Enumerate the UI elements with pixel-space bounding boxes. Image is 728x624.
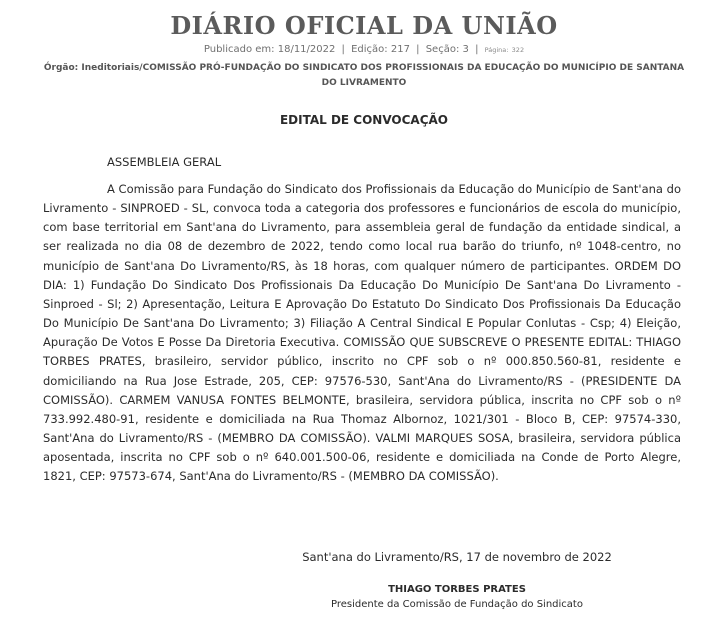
signer-name: THIAGO TORBES PRATES: [388, 584, 526, 595]
page-number: 322: [511, 46, 525, 54]
separator: |: [416, 44, 420, 55]
separator: |: [475, 44, 479, 55]
publication-info: [0, 44, 728, 56]
signer-role: Presidente da Comissão de Fundação do Sindicato: [331, 599, 583, 610]
edition-label: Edição:: [351, 44, 388, 55]
section-heading: ASSEMBLEIA GERAL: [107, 155, 222, 169]
section-number: 3: [462, 44, 469, 55]
document-body: A Comissão para Fundação do Sindicato dos Profissionais da Educação do Município de Sant'ana do Livramento - SINPROED - SL, convoca toda a categoria dos professores e funcionários de escola do município, com base territorial em Sant'ana do Livramento, para assembleia geral de fundação da entidade sindical, a ser realizada no dia 08 de dezembro de 2022, tendo como local rua barão do triunfo, nº 1048-centro, no município de Sant'ana Do Livramento/RS, às 18 horas, com qualquer número de participantes. ORDEM DO DIA: 1) Fundação Do Sindicato Dos Profissionais Da Educação Do Município De Sant'ana Do Livramento - Sinproed - Sl; 2) Apresentação, Leitura E Aprovação Do Estatuto Do Sindicato Dos Profissionais Da Educação Do Município De Sant'ana Do Livramento; 3) Filiação A Central Sindical E Popular Conlutas - Csp; 4) Eleição, Apuração De Votos E Posse Da Diretoria Executiva. COMISSÃO QUE SUBSCREVE O PRESENTE EDITAL: THIAGO TORBES PRATES, brasileiro, servidor público, inscrito no CPF sob o nº 000.850.560-81, residente e domiciliando na Rua Jose Estrade, 205, CEP: 97576-530, Sant'Ana do Livramento/RS - (PRESIDENTE DA COMISSÃO). CARMEM VANUSA FONTES BELMONTE, brasileira, servidora pública, inscrita no CPF sob o nº 733.992.480-91, residente e domiciliada na Rua Thomaz Albornoz, 1021/301 - Bloco B, CEP: 97574-330, Sant'Ana do Livramento/RS - (MEMBRO DA COMISSÃO). VALMI MARQUES SOSA, brasileira, servidora pública aposentada, inscrita no CPF sob o nº 640.001.500-06, residente e domiciliada na Conde de Porto Alegre, 1821, CEP: 97573-674, Sant'Ana do Livramento/RS - (MEMBRO DA COMISSÃO).: [43, 182, 681, 484]
section-label: Seção:: [425, 44, 460, 55]
separator: |: [341, 44, 345, 55]
edition-number: 217: [390, 44, 410, 55]
issuing-organ: Órgão: Ineditoriais/COMISSÃO PRÓ-FUNDAÇÃO DO SINDICATO DOS PROFISSIONAIS DA EDUCAÇÃO DO MUNICÍPIO DE SANTANA DO LIVRAMENTO: [43, 63, 685, 88]
published-date: 18/11/2022: [277, 44, 336, 55]
document-title: EDITAL DE CONVOCAÇÃO: [279, 113, 449, 127]
masthead-title: DIÁRIO OFICIAL DA UNIÃO: [170, 11, 558, 40]
published-label: Publicado em:: [203, 44, 275, 55]
page-label: Página:: [484, 46, 509, 54]
dateline: Sant'ana do Livramento/RS, 17 de novembro de 2022: [302, 550, 612, 564]
